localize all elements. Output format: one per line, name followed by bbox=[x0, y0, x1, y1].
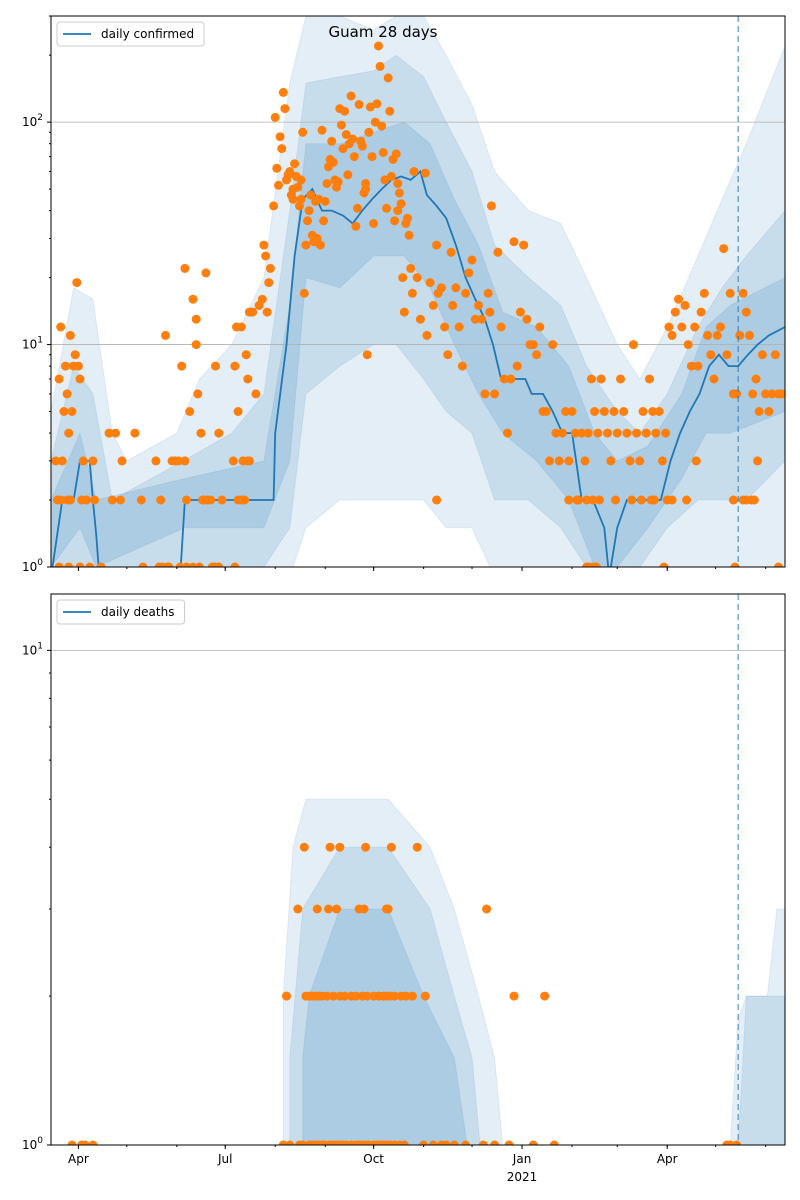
data-point bbox=[626, 456, 635, 465]
data-point bbox=[637, 496, 646, 505]
data-point bbox=[700, 289, 709, 298]
data-point bbox=[64, 429, 73, 438]
data-point bbox=[247, 308, 256, 317]
data-point bbox=[335, 843, 344, 852]
data-point bbox=[684, 340, 693, 349]
data-point bbox=[451, 283, 460, 292]
legend-label: daily deaths bbox=[101, 605, 175, 619]
data-point bbox=[587, 375, 596, 384]
data-point bbox=[610, 407, 619, 416]
data-point bbox=[350, 152, 359, 161]
y-tick-label: $10^1$ bbox=[21, 335, 43, 352]
data-point bbox=[382, 204, 391, 213]
data-point bbox=[88, 456, 97, 465]
data-point bbox=[590, 407, 599, 416]
data-point bbox=[300, 843, 309, 852]
data-point bbox=[182, 496, 191, 505]
data-point bbox=[263, 308, 272, 317]
data-point bbox=[269, 201, 278, 210]
data-point bbox=[59, 407, 68, 416]
data-point bbox=[535, 323, 544, 332]
data-point bbox=[510, 237, 519, 246]
data-point bbox=[413, 273, 422, 282]
data-point bbox=[66, 331, 75, 340]
data-point bbox=[340, 107, 349, 116]
data-point bbox=[713, 331, 722, 340]
data-point bbox=[755, 407, 764, 416]
data-point bbox=[82, 496, 91, 505]
data-point bbox=[447, 248, 456, 257]
data-point bbox=[337, 121, 346, 130]
data-point bbox=[422, 331, 431, 340]
data-point bbox=[353, 204, 362, 213]
data-point bbox=[387, 843, 396, 852]
data-point bbox=[180, 456, 189, 465]
data-point bbox=[76, 375, 85, 384]
plot-area bbox=[51, 650, 785, 1149]
data-point bbox=[376, 62, 385, 71]
data-point bbox=[68, 407, 77, 416]
data-point bbox=[161, 331, 170, 340]
data-point bbox=[482, 905, 491, 914]
data-point bbox=[474, 301, 483, 310]
data-point bbox=[655, 407, 664, 416]
data-point bbox=[703, 331, 712, 340]
data-point bbox=[532, 350, 541, 359]
data-point bbox=[555, 456, 564, 465]
data-point bbox=[635, 456, 644, 465]
data-point bbox=[185, 407, 194, 416]
data-point bbox=[664, 323, 673, 332]
data-point bbox=[693, 362, 702, 371]
data-point bbox=[487, 201, 496, 210]
data-point bbox=[529, 340, 538, 349]
data-point bbox=[313, 905, 322, 914]
data-point bbox=[458, 362, 467, 371]
data-point bbox=[448, 301, 457, 310]
data-point bbox=[764, 407, 773, 416]
data-point bbox=[771, 350, 780, 359]
data-point bbox=[432, 241, 441, 250]
data-point bbox=[716, 323, 725, 332]
data-point bbox=[622, 429, 631, 438]
x-tick-label: Jan bbox=[512, 1152, 532, 1166]
data-point bbox=[519, 241, 528, 250]
data-point bbox=[545, 456, 554, 465]
data-point bbox=[264, 278, 273, 287]
data-point bbox=[597, 375, 606, 384]
data-point bbox=[279, 88, 288, 97]
data-point bbox=[658, 456, 667, 465]
data-point bbox=[193, 389, 202, 398]
data-point bbox=[276, 132, 285, 141]
data-point bbox=[293, 905, 302, 914]
data-point bbox=[440, 323, 449, 332]
data-point bbox=[739, 289, 748, 298]
data-point bbox=[461, 289, 470, 298]
data-point bbox=[692, 456, 701, 465]
data-point bbox=[632, 429, 641, 438]
data-point bbox=[321, 197, 330, 206]
data-point bbox=[327, 137, 336, 146]
data-point bbox=[710, 375, 719, 384]
data-point bbox=[393, 206, 402, 215]
data-point bbox=[189, 295, 198, 304]
data-point bbox=[385, 107, 394, 116]
data-point bbox=[558, 429, 567, 438]
data-point bbox=[343, 170, 352, 179]
y-tick-label: $10^1$ bbox=[21, 641, 43, 658]
data-point bbox=[261, 252, 270, 261]
data-point bbox=[735, 331, 744, 340]
data-point bbox=[298, 128, 307, 137]
data-point bbox=[395, 189, 404, 198]
data-point bbox=[611, 496, 620, 505]
data-point bbox=[111, 429, 120, 438]
data-point bbox=[568, 407, 577, 416]
data-point bbox=[674, 295, 683, 304]
data-point bbox=[192, 340, 201, 349]
data-point bbox=[443, 350, 452, 359]
data-point bbox=[229, 456, 238, 465]
data-point bbox=[745, 331, 754, 340]
data-point bbox=[374, 42, 383, 51]
data-point bbox=[405, 231, 414, 240]
data-point bbox=[218, 496, 227, 505]
data-point bbox=[600, 407, 609, 416]
data-point bbox=[697, 308, 706, 317]
data-point bbox=[393, 179, 402, 188]
data-point bbox=[242, 350, 251, 359]
data-point bbox=[677, 323, 686, 332]
data-point bbox=[661, 429, 670, 438]
data-point bbox=[324, 905, 333, 914]
y-tick-label: $10^0$ bbox=[21, 558, 43, 574]
data-point bbox=[230, 362, 239, 371]
data-point bbox=[180, 264, 189, 273]
data-point bbox=[651, 429, 660, 438]
data-point bbox=[108, 496, 117, 505]
data-point bbox=[364, 128, 373, 137]
data-point bbox=[274, 181, 283, 190]
data-point bbox=[156, 496, 165, 505]
data-point bbox=[645, 375, 654, 384]
data-point bbox=[408, 992, 417, 1001]
data-point bbox=[671, 308, 680, 317]
data-point bbox=[297, 175, 306, 184]
data-point bbox=[171, 456, 180, 465]
figure-title: Guam 28 days bbox=[328, 23, 438, 41]
data-point bbox=[581, 456, 590, 465]
data-point bbox=[690, 323, 699, 332]
confirmed-panel bbox=[22, 16, 786, 577]
data-point bbox=[639, 407, 648, 416]
data-point bbox=[413, 843, 422, 852]
legend bbox=[57, 22, 204, 46]
data-point bbox=[503, 429, 512, 438]
data-point bbox=[497, 323, 506, 332]
data-point bbox=[390, 216, 399, 225]
data-point bbox=[348, 135, 357, 144]
data-point bbox=[681, 301, 690, 310]
data-point bbox=[410, 167, 419, 176]
data-point bbox=[493, 248, 502, 257]
data-point bbox=[56, 323, 65, 332]
data-point bbox=[251, 389, 260, 398]
data-point bbox=[540, 992, 549, 1001]
data-point bbox=[361, 843, 370, 852]
data-point bbox=[232, 323, 241, 332]
data-point bbox=[211, 362, 220, 371]
data-point bbox=[437, 283, 446, 292]
deaths-panel bbox=[22, 594, 785, 1184]
data-point bbox=[522, 315, 531, 324]
x-tick-label: Jul bbox=[217, 1152, 233, 1166]
data-point bbox=[297, 195, 306, 204]
y-tick-label: $10^0$ bbox=[21, 1136, 43, 1152]
data-point bbox=[71, 350, 80, 359]
data-point bbox=[347, 92, 356, 101]
data-point bbox=[542, 407, 551, 416]
data-point bbox=[277, 144, 286, 153]
data-point bbox=[72, 278, 81, 287]
plot-area bbox=[51, 16, 786, 577]
data-point bbox=[477, 315, 486, 324]
data-point bbox=[468, 256, 477, 265]
data-point bbox=[358, 142, 367, 151]
data-point bbox=[272, 164, 281, 173]
data-point bbox=[360, 905, 369, 914]
data-point bbox=[351, 222, 360, 231]
data-point bbox=[729, 496, 738, 505]
data-point bbox=[318, 126, 327, 135]
data-point bbox=[506, 375, 515, 384]
data-point bbox=[234, 407, 243, 416]
data-point bbox=[271, 113, 280, 122]
data-point bbox=[513, 362, 522, 371]
data-point bbox=[303, 216, 312, 225]
data-point bbox=[616, 375, 625, 384]
data-point bbox=[548, 340, 557, 349]
data-point bbox=[593, 429, 602, 438]
x-tick-sublabel: 2021 bbox=[506, 1170, 538, 1184]
data-point bbox=[392, 149, 401, 158]
data-point bbox=[584, 429, 593, 438]
data-point bbox=[55, 375, 64, 384]
data-point bbox=[464, 268, 473, 277]
data-point bbox=[732, 389, 741, 398]
data-point bbox=[613, 429, 622, 438]
data-point bbox=[606, 456, 615, 465]
data-point bbox=[363, 350, 372, 359]
legend bbox=[57, 600, 184, 624]
data-point bbox=[305, 206, 314, 215]
data-point bbox=[74, 362, 83, 371]
data-point bbox=[432, 496, 441, 505]
data-point bbox=[332, 905, 341, 914]
data-point bbox=[398, 273, 407, 282]
data-point bbox=[572, 496, 581, 505]
data-point bbox=[243, 375, 252, 384]
data-point bbox=[334, 177, 343, 186]
data-point bbox=[137, 496, 146, 505]
data-point bbox=[403, 214, 412, 223]
data-point bbox=[329, 158, 338, 167]
data-point bbox=[245, 456, 254, 465]
data-point bbox=[726, 289, 735, 298]
data-point bbox=[118, 456, 127, 465]
data-point bbox=[642, 429, 651, 438]
data-point bbox=[214, 429, 223, 438]
data-point bbox=[668, 496, 677, 505]
data-point bbox=[758, 350, 767, 359]
data-point bbox=[90, 496, 99, 505]
data-point bbox=[240, 496, 249, 505]
data-point bbox=[480, 389, 489, 398]
data-point bbox=[595, 496, 604, 505]
data-point bbox=[197, 429, 206, 438]
data-point bbox=[748, 389, 757, 398]
data-point bbox=[266, 264, 275, 273]
data-point bbox=[750, 496, 759, 505]
data-point bbox=[289, 195, 298, 204]
x-tick-label: Oct bbox=[363, 1152, 385, 1166]
data-point bbox=[301, 241, 310, 250]
data-point bbox=[319, 216, 328, 225]
data-point bbox=[201, 268, 210, 277]
data-point bbox=[742, 308, 751, 317]
data-point bbox=[58, 456, 67, 465]
data-point bbox=[603, 429, 612, 438]
data-point bbox=[668, 331, 677, 340]
data-point bbox=[564, 456, 573, 465]
data-point bbox=[650, 496, 659, 505]
data-point bbox=[455, 323, 464, 332]
data-point bbox=[406, 264, 415, 273]
data-point bbox=[130, 429, 139, 438]
data-point bbox=[372, 99, 381, 108]
data-point bbox=[316, 241, 325, 250]
data-point bbox=[361, 185, 370, 194]
data-point bbox=[490, 389, 499, 398]
data-point bbox=[300, 289, 309, 298]
data-point bbox=[290, 159, 299, 168]
data-point bbox=[280, 104, 289, 113]
data-point bbox=[516, 308, 525, 317]
x-tick-label: Apr bbox=[68, 1152, 89, 1166]
legend-label: daily confirmed bbox=[101, 27, 195, 41]
data-point bbox=[326, 843, 335, 852]
data-point bbox=[79, 456, 88, 465]
data-point bbox=[627, 496, 636, 505]
data-point bbox=[377, 122, 386, 131]
data-point bbox=[706, 350, 715, 359]
data-point bbox=[682, 496, 691, 505]
data-point bbox=[258, 295, 267, 304]
data-point bbox=[384, 905, 393, 914]
data-point bbox=[66, 496, 75, 505]
y-tick-label: $10^2$ bbox=[21, 113, 43, 130]
data-point bbox=[387, 172, 396, 181]
data-point bbox=[379, 148, 388, 157]
data-point bbox=[426, 278, 435, 287]
data-point bbox=[429, 301, 438, 310]
data-point bbox=[61, 362, 70, 371]
data-point bbox=[369, 219, 378, 228]
data-point bbox=[368, 152, 377, 161]
data-point bbox=[400, 308, 409, 317]
data-point bbox=[206, 496, 215, 505]
data-point bbox=[408, 289, 417, 298]
data-point bbox=[282, 992, 291, 1001]
data-point bbox=[485, 308, 494, 317]
data-point bbox=[151, 456, 160, 465]
data-point bbox=[752, 375, 761, 384]
data-point bbox=[719, 244, 728, 253]
data-point bbox=[384, 73, 393, 82]
data-point bbox=[722, 350, 731, 359]
x-tick-label: Apr bbox=[656, 1152, 678, 1166]
data-point bbox=[484, 289, 493, 298]
data-point bbox=[259, 241, 268, 250]
data-point bbox=[753, 456, 762, 465]
data-point bbox=[355, 100, 364, 109]
data-point bbox=[177, 362, 186, 371]
data-point bbox=[421, 992, 430, 1001]
data-point bbox=[421, 169, 430, 178]
data-point bbox=[322, 179, 331, 188]
data-point bbox=[416, 315, 425, 324]
data-point bbox=[510, 992, 519, 1001]
data-point bbox=[192, 315, 201, 324]
data-point bbox=[63, 389, 72, 398]
data-point bbox=[629, 340, 638, 349]
data-point bbox=[619, 407, 628, 416]
data-point bbox=[564, 496, 573, 505]
data-point bbox=[116, 496, 125, 505]
